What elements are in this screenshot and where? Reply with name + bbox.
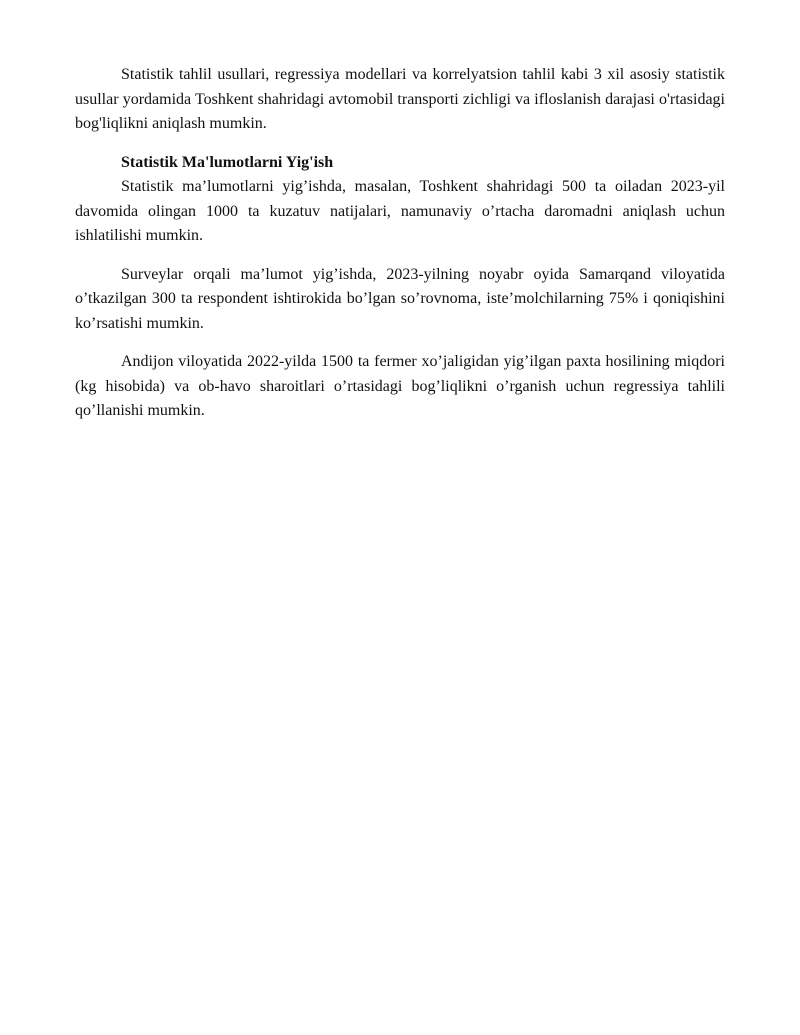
section-heading: Statistik Ma'lumotlarni Yig'ish [121,153,334,171]
paragraph-surveys: Surveylar orqali ma’lumot yig’ishda, 2023-yilning noyabr oyida Samarqand viloyatida o’tkazilgan 300 ta respondent ishtirokida bo’lgan so’rovnoma, iste’molchilarning 75% i qoniqishini ko’rsatishi mumkin. [75,265,725,332]
document-body [75,63,725,424]
paragraph-regression: Andijon viloyatida 2022-yilda 1500 ta fermer xo’jaligidan yig’ilgan paxta hosilining miqdori (kg hisobida) va ob-havo sharoitlari o’rtasidagi bog’liqlikni o’rganish uchun regressiya tahlili qo’llanishi mumkin. [75,353,725,419]
paragraph-data-collection: Statistik ma’lumotlarni yig’ishda, masalan, Toshkent shahridagi 500 ta oiladan 2023-yil davomida olingan 1000 ta kuzatuv natijalari, namunaviy o’rtacha daromadni aniqlash uchun ishlatilishi mumkin. [75,178,725,244]
intro-paragraph: Statistik tahlil usullari, regressiya modellari va korrelyatsion tahlil kabi 3 xil asosiy statistik usullar yordamida Toshkent shahridagi avtomobil transporti zichligi va ifloslanish darajasi o'rtasidagi bog'liqlikni aniqlash mumkin. [75,66,725,132]
